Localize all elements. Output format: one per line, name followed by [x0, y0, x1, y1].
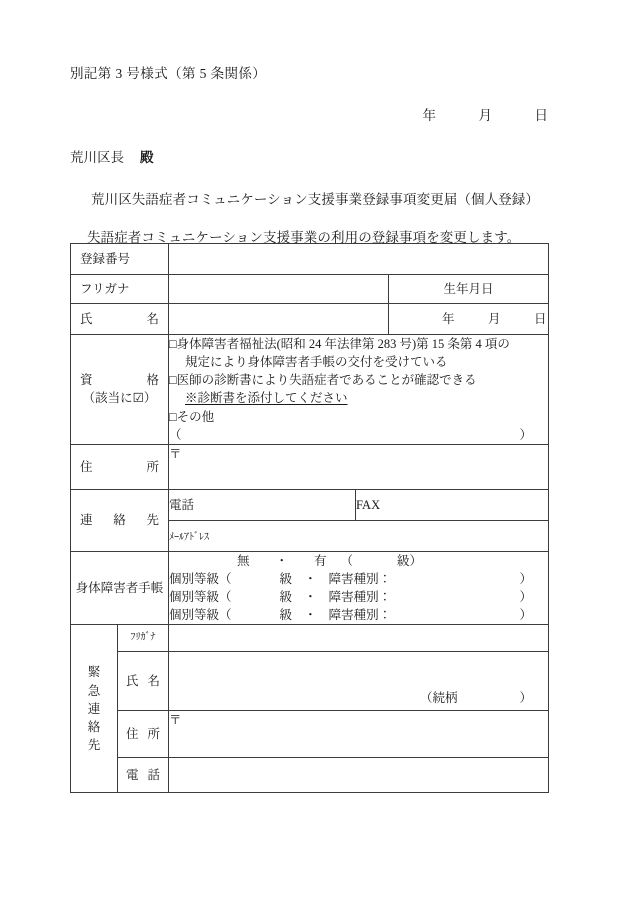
addressee-name: 荒川区長 — [70, 150, 124, 165]
furigana-label: フリガナ — [80, 281, 130, 296]
qualification-paren-open: （ — [169, 427, 182, 442]
qualification-option-3-input[interactable] — [169, 426, 548, 444]
addressee-honorific: 殿 — [140, 150, 154, 165]
emergency-label-char-5: 先 — [87, 737, 101, 752]
qualification-label-char-2: 格 — [146, 373, 160, 388]
grade-row-2[interactable] — [169, 588, 548, 606]
qualification-option-3[interactable] — [169, 408, 548, 426]
mail-address-label: ﾒｰﾙｱﾄﾞﾚｽ — [169, 531, 210, 543]
emergency-name-label-char-1: 氏 — [126, 674, 139, 689]
form-number: 別記第 3 号様式（第 5 条関係） — [70, 66, 267, 81]
presence-grade-label: 級） — [397, 553, 423, 568]
address-label-char-2: 所 — [146, 459, 160, 474]
label-emergency-address — [118, 711, 169, 758]
field-emergency-furigana[interactable] — [169, 625, 549, 652]
checkbox-icon-option-3[interactable]: □ — [169, 409, 177, 424]
field-disability-booklet — [169, 551, 549, 625]
birthdate-day-label: 日 — [534, 311, 547, 326]
contact-label-char-2: 絡 — [113, 513, 126, 528]
contact-label-char-3: 先 — [146, 513, 160, 528]
presence-separator: ・ — [275, 553, 289, 568]
emergency-postal-mark-icon: 〒 — [169, 713, 182, 728]
qualification-option-1-line2: 規定により身体障害者手帳の交付を受けている — [185, 355, 448, 370]
date-day-label: 日 — [534, 108, 548, 123]
label-birthdate: 生年月日 — [389, 275, 549, 304]
grade-row-3-type-label: 障害種別： — [328, 608, 392, 623]
grade-row-2-close: ） — [519, 590, 533, 604]
qualification-label-sub: （該当に☑） — [82, 391, 157, 406]
field-phone[interactable] — [169, 489, 356, 520]
qualification-option-1-line1: 身体障害者福祉法(昭和 24 年法律第 283 号)第 15 条第 4 項の — [176, 337, 510, 351]
page-title: 荒川区失語症者コミュニケーション支援事業登録事項変更届（個人登録） — [91, 192, 539, 207]
label-furigana — [71, 275, 169, 304]
date-month-label: 月 — [478, 108, 492, 123]
grade-row-3[interactable] — [169, 606, 548, 624]
grade-row-1-sep: ・ — [304, 571, 317, 586]
grade-row-3-sep: ・ — [304, 608, 317, 623]
grade-row-2-sep: ・ — [304, 590, 317, 604]
qualification-paren-close: ） — [519, 427, 533, 442]
lead-paragraph: 失語症者コミュニケーション支援事業の利用の登録事項を変更します。 — [87, 230, 521, 245]
grade-row-1-prefix: 個別等級 — [169, 571, 220, 586]
emergency-label-char-4: 絡 — [87, 719, 101, 734]
table-row-contact-phone — [71, 489, 549, 520]
label-emergency-furigana: ﾌﾘｶﾞﾅ — [118, 625, 169, 652]
label-emergency-phone — [118, 758, 169, 793]
presence-none[interactable]: 無 — [236, 553, 250, 568]
field-qualification-options — [169, 335, 549, 445]
label-qualification — [71, 335, 169, 445]
emergency-phone-label-char-2: 話 — [147, 768, 161, 783]
field-address[interactable] — [169, 444, 549, 489]
table-row-emergency-furigana — [71, 625, 549, 652]
qualification-option-2[interactable] — [169, 371, 548, 389]
grade-row-1-close: ） — [519, 571, 533, 586]
grade-row-3-grade: 級 — [279, 608, 293, 623]
field-emergency-name[interactable] — [169, 652, 549, 711]
checkbox-icon-option-2[interactable]: □ — [169, 373, 177, 388]
fax-label: FAX — [356, 497, 381, 512]
registration-number-label: 登録番号 — [80, 251, 131, 266]
emergency-label-char-3: 連 — [87, 701, 101, 716]
emergency-relation-open: （続柄 — [420, 691, 458, 706]
field-birthdate[interactable] — [389, 304, 549, 335]
grade-row-1[interactable] — [169, 570, 548, 588]
field-furigana[interactable] — [169, 275, 389, 304]
field-registration-number[interactable] — [169, 244, 549, 275]
grade-row-2-grade: 級 — [279, 590, 293, 604]
table-row-furigana — [71, 275, 549, 304]
table-row-registration-number — [71, 244, 549, 275]
emergency-address-label-char-1: 住 — [126, 727, 139, 742]
birthdate-month-label: 月 — [488, 311, 501, 326]
checkbox-icon-option-1[interactable]: □ — [169, 337, 177, 351]
table-row-emergency-name — [71, 652, 549, 711]
label-name — [71, 304, 169, 335]
qualification-option-2-note: ※診断書を添付してください — [185, 391, 348, 406]
presence-yes[interactable]: 有 — [314, 553, 327, 568]
grade-row-3-close: ） — [519, 608, 533, 623]
table-row-name — [71, 304, 549, 335]
grade-row-1-open: （ — [219, 571, 232, 586]
contact-label-char-1: 連 — [80, 513, 93, 528]
grade-row-3-open: （ — [219, 608, 232, 623]
grade-row-1-grade: 級 — [279, 571, 293, 586]
emergency-address-label-char-2: 所 — [147, 727, 161, 742]
grade-row-2-type-label: 障害種別： — [328, 590, 392, 604]
table-row-address — [71, 444, 549, 489]
table-row-qualification — [71, 335, 549, 445]
field-name[interactable] — [169, 304, 389, 335]
phone-label: 電話 — [169, 497, 195, 512]
emergency-relation[interactable] — [420, 689, 532, 707]
address-label-char-1: 住 — [80, 459, 93, 474]
qualification-option-3-line1: その他 — [176, 409, 215, 424]
addressee — [70, 146, 154, 166]
birthdate-year-label: 年 — [442, 311, 455, 326]
label-disability-booklet: 身体障害者手帳 — [71, 551, 169, 625]
qualification-label-char-1: 資 — [80, 373, 93, 388]
emergency-label-char-2: 急 — [87, 683, 101, 698]
table-row-emergency-address — [71, 711, 549, 758]
qualification-option-1[interactable] — [169, 335, 548, 353]
label-emergency-contact — [71, 625, 118, 793]
postal-mark-icon: 〒 — [169, 446, 182, 461]
field-fax[interactable] — [356, 489, 549, 520]
emergency-label-char-1: 緊 — [87, 665, 101, 680]
qualification-option-2-line1: 医師の診断書により失語症者であることが確認できる — [176, 373, 477, 388]
field-mail-address[interactable] — [169, 520, 549, 551]
label-emergency-name — [118, 652, 169, 711]
emergency-phone-label-char-1: 電 — [126, 768, 139, 783]
field-emergency-address[interactable] — [169, 711, 549, 758]
date-line — [423, 104, 549, 124]
table-row-disability-booklet — [71, 551, 549, 625]
label-registration-number — [71, 244, 169, 275]
table-row-emergency-phone — [71, 758, 549, 793]
emergency-relation-close: ） — [519, 691, 533, 706]
label-address — [71, 444, 169, 489]
grade-row-1-type-label: 障害種別： — [328, 571, 392, 586]
registration-change-table — [70, 243, 549, 793]
emergency-name-label-char-2: 名 — [147, 674, 161, 689]
name-label-char-1: 氏 — [80, 311, 93, 326]
date-year-label: 年 — [422, 108, 436, 123]
grade-row-3-prefix: 個別等級 — [169, 608, 220, 623]
field-emergency-phone[interactable] — [169, 758, 549, 793]
grade-row-2-prefix: 個別等級 — [169, 590, 220, 604]
disability-presence-row[interactable] — [169, 552, 548, 570]
qualification-label-main — [71, 371, 168, 389]
grade-row-2-open: （ — [219, 590, 232, 604]
name-label-char-2: 名 — [146, 311, 160, 326]
label-contact — [71, 489, 169, 551]
presence-paren-open: （ — [340, 553, 354, 568]
